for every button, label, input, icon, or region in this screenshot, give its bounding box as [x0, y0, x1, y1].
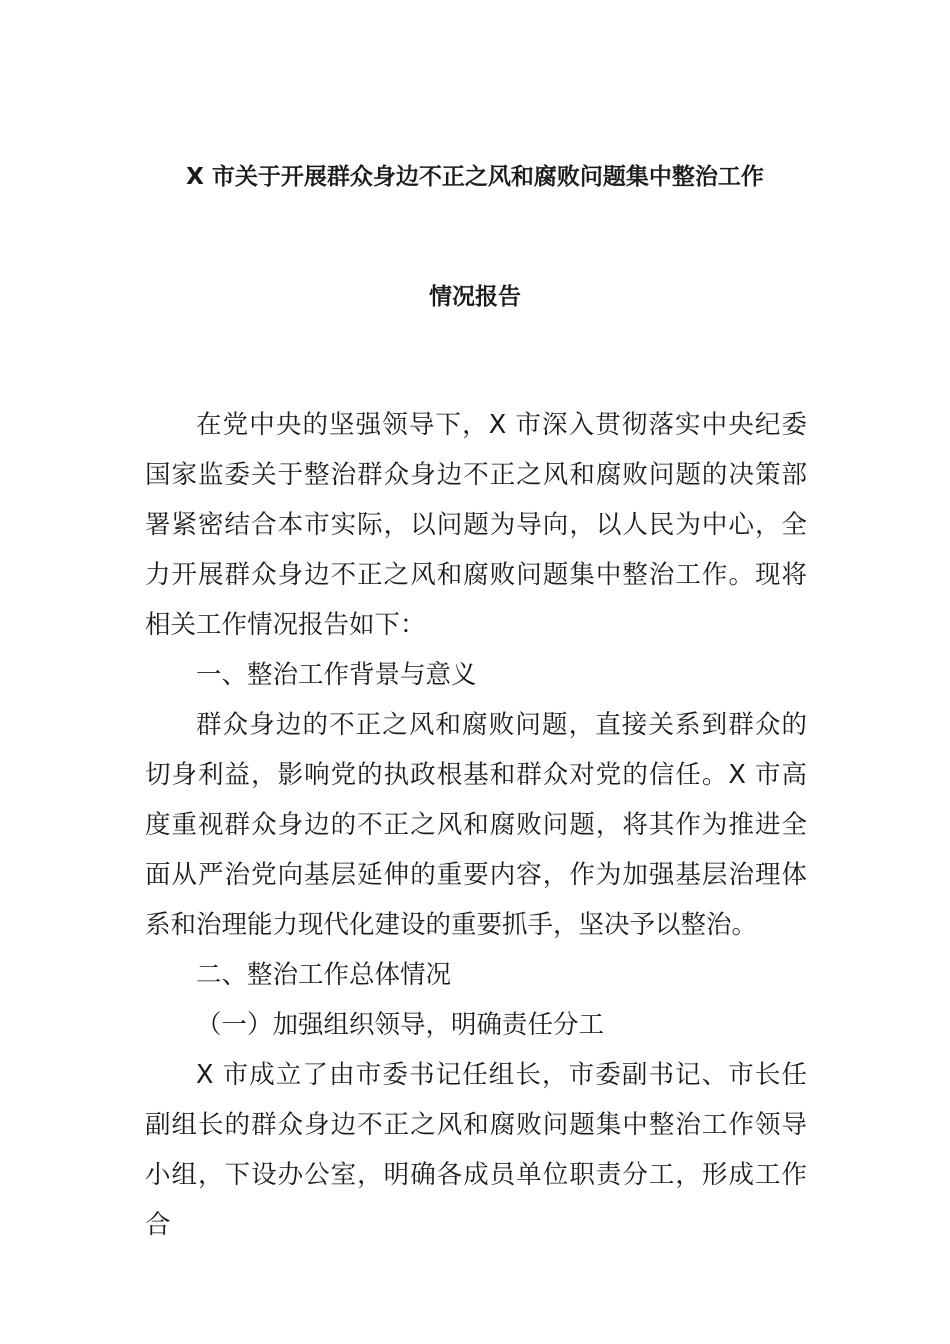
paragraph-background: 群众身边的不正之风和腐败问题，直接关系到群众的切身利益，影响党的执政根基和群众对党的信任。X 市高度重视群众身边的不正之风和腐败问题，将其作为推进全面从严治党向基层延伸的重要内容，作为加强基层治理体系和治理能力现代化建设的重要抓手，坚决予以整治。	[145, 710, 807, 940]
document-title-line-2: 情况报告	[429, 284, 521, 310]
paragraph-intro: 在党中央的坚强领导下，X 市深入贯彻落实中央纪委国家监委关于整治群众身边不正之风和腐败问题的决策部署紧密结合本市实际，以问题为导向，以人民为中心，全力开展群众身边不正之风和腐败问题集中整治工作。现将相关工作情况报告如下：	[145, 410, 807, 640]
document-body	[145, 400, 807, 1250]
section-heading-2: 二、整治工作总体情况	[196, 960, 452, 990]
section-heading-1: 一、整治工作背景与意义	[196, 660, 477, 690]
paragraph-organization: X 市成立了由市委书记任组长，市委副书记、市长任副组长的群众身边不正之风和腐败问题集中整治工作领导小组，下设办公室，明确各成员单位职责分工，形成工作合	[145, 1060, 807, 1240]
subsection-heading-1: （一）加强组织领导，明确责任分工	[196, 1010, 605, 1040]
document-title-line-1: X 市关于开展群众身边不正之风和腐败问题集中整治工作	[186, 164, 764, 190]
